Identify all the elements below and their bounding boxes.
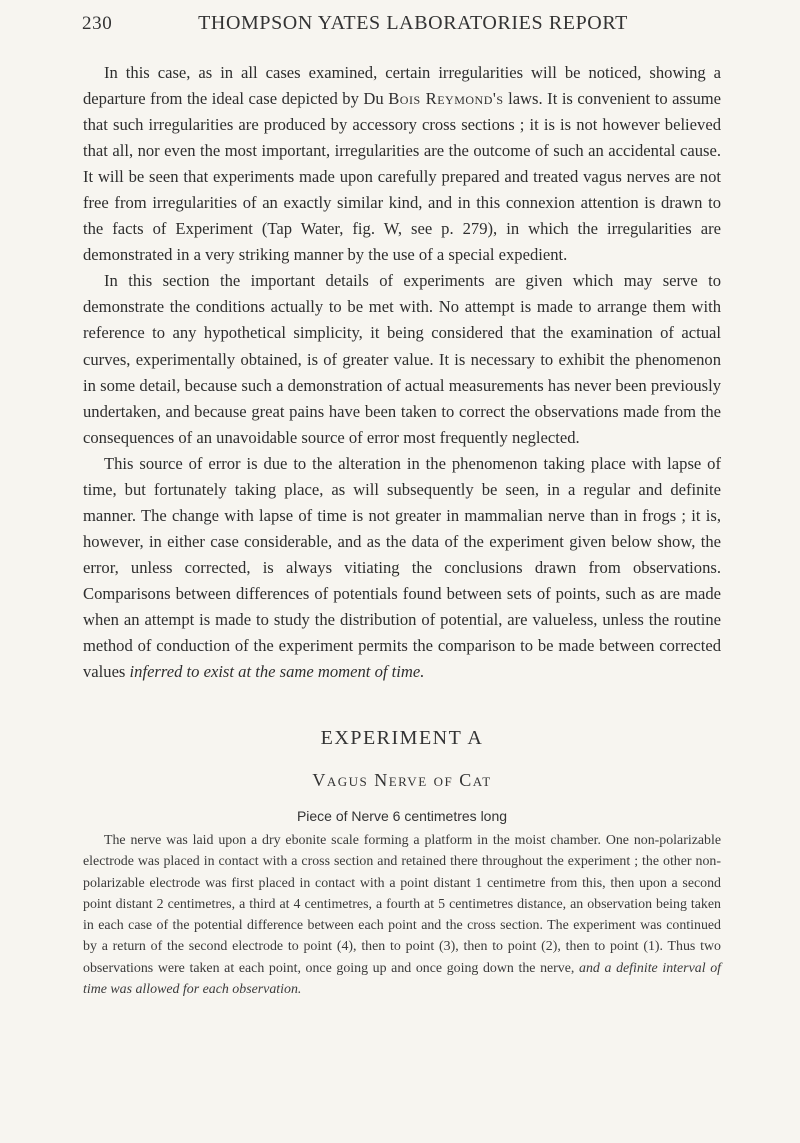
experiment-italic: and a definite interval of time was allowed for each observation. (83, 960, 721, 997)
paragraph-1-text-a: In this case, as in all cases examined, certain irregularities will be noticed, showing a departure from the ideal case depicted by Du (83, 63, 721, 109)
author-name: Bois Reymond's (388, 89, 504, 109)
paragraph-2: In this section the important details of experiments are given which may serve to demonstrate the conditions actually to be met with. No attempt is made to arrange them with reference to any hypothetical simplicity, it being considered that the examination of actual curves, experimentally obtained, is of greater value. It is necessary to exhibit the phenomenon in some detail, because such a demonstration of actual measurements has never been previously undertaken, and because great pains have been taken to correct the observations made from the consequences of an unavoidable source of error most frequently neglected. (83, 271, 721, 447)
page-number: 230 (82, 13, 113, 34)
experiment-text: The nerve was laid upon a dry ebonite scale forming a platform in the moist chamber. One non-polarizable electrode was placed in contact with a cross section and retained there throughout the experiment ; the other non-polarizable electrode was first placed in contact with a point distant 1 centimetre from this, then upon a second point distant 2 centimetres, a third at 4 centimetres, a fourth at 5 centimetres distance, an observation being taken in each case of the potential difference between each point and the cross section. The experiment was continued by a return of the second electrode to point (4), then to point (3), then to point (2), then to point (1). Thus two observations were taken at each point, once going up and once going down the nerve, (83, 833, 721, 976)
paragraph-3 (83, 451, 721, 685)
paragraph-1 (83, 60, 721, 268)
page-header (82, 12, 722, 35)
paragraph-3-text: This source of error is due to the alteration in the phenomenon taking place with lapse of time, but fortunately taking place, as will subsequently be seen, in a regular and definite manner. The change with lapse of time is not greater in mammalian nerve than in frogs ; it is, however, in either case considerable, and as the data of the experiment given below show, the error, unless corrected, is always vitiating the conclusions drawn from observations. Comparisons between differences of potentials found between sets of points, such as are made when an attempt is made to study the distribution of potential, are valueless, unless the routine method of conduction of the experiment permits the comparison to be made between corrected values (83, 453, 721, 682)
experiment-note: Piece of Nerve 6 centimetres long (296, 808, 508, 824)
running-title: THOMPSON YATES LABORATORIES REPORT (198, 12, 628, 34)
experiment-paragraph (83, 830, 721, 1000)
main-text (83, 60, 721, 685)
experiment-title: EXPERIMENT A (320, 727, 484, 749)
experiment-description (83, 830, 721, 1000)
experiment-subtitle: Vagus Nerve of Cat (312, 770, 492, 790)
paragraph-1-text-b: laws. It is convenient to assume that such irregularities are produced by accessory cross sections ; it is is not however believed that all, nor even the most important, irregularities are the outcome of such an accidental cause. It will be seen that experiments made upon carefully prepared and treated vagus nerves are not free from irregularities of an exactly similar kind, and in this connexion attention is drawn to the facts of Experiment (Tap Water, fig. W, see p. 279), in which the irregularities are demonstrated in a very striking manner by the use of a special expedient. (83, 89, 722, 265)
paragraph-3-italic: inferred to exist at the same moment of time. (129, 662, 425, 682)
